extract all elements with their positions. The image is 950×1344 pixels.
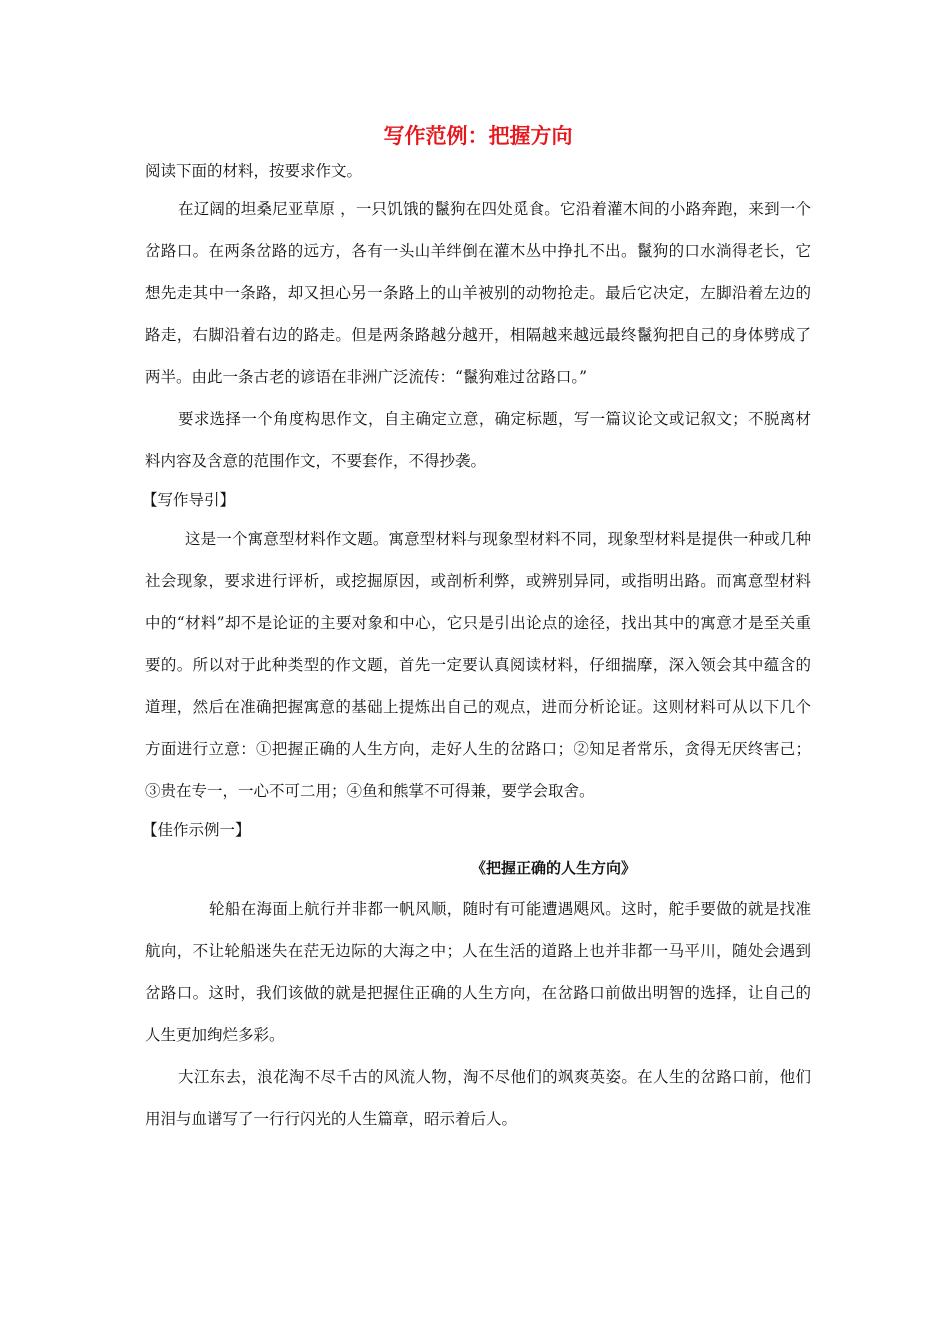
requirement-paragraph: 要求选择一个角度构思作文，自主确定立意，确定标题，写一篇议论文或记叙文；不脱离材料内容及含意的范围作文，不要套作，不得抄袭。 [145, 410, 811, 470]
essay-paragraph-1: 轮船在海面上航行并非都一帆风顺，随时有可能遭遇飓风。这时，舵手要做的就是找准航向，不让轮船迷失在茫无边际的大海之中；人在生活的道路上也并非都一马平川，随处会遇到岔路口。这时，我们该做的就是把握住正确的人生方向，在岔路口前做出明智的选择，让自己的人生更加绚烂多彩。 [145, 900, 811, 1044]
document-page [142, 118, 811, 1140]
document-title: 写作范例：把握方向 [383, 124, 573, 148]
example-heading: 【佳作示例一】 [142, 821, 251, 839]
material-paragraph: 在辽阔的坦桑尼亚草原 ，一只饥饿的鬣狗在四处觅食。它沿着灌木间的小路奔跑，来到一个岔路口。在两条岔路的远方，各有一头山羊绊倒在灌木丛中挣扎不出。鬣狗的口水淌得老长，它想先走其中一条路，却又担心另一条路上的山羊被别的动物抢走。最后它决定，左脚沿着左边的路走，右脚沿着右边的路走。但是两条路越分越开，相隔越来越远最终鬣狗把自己的身体劈成了两半。由此一条古老的谚语在非洲广泛流传：“鬣狗难过岔路口。” [145, 200, 811, 386]
guide-paragraph: 这是一个寓意型材料作文题。寓意型材料与现象型材料不同，现象型材料是提供一种或几种社会现象，要求进行评析，或挖掘原因，或剖析利弊，或辨别异同，或指明出路。而寓意型材料中的“材料”却不是论证的主要对象和中心，它只是引出论点的途径，找出其中的寓意才是至关重要的。所以对于此种类型的作文题，首先一定要认真阅读材料，仔细揣摩，深入领会其中蕴含的道理，然后在准确把握寓意的基础上提炼出自己的观点，进而分析论证。这则材料可从以下几个方面进行立意：①把握正确的人生方向，走好人生的岔路口；②知足者常乐，贪得无厌终害己；③贵在专一，一心不可二用；④鱼和熊掌不可得兼，要学会取舍。 [145, 530, 811, 800]
task-intro: 阅读下面的材料，按要求作文。 [145, 162, 363, 180]
essay-title: 《把握正确的人生方向》 [471, 859, 637, 877]
essay-paragraph-2: 大江东去，浪花淘不尽千古的风流人物，淘不尽他们的飒爽英姿。在人生的岔路口前，他们用泪与血谱写了一行行闪光的人生篇章，昭示着后人。 [145, 1068, 811, 1128]
guide-heading: 【写作导引】 [142, 491, 236, 509]
